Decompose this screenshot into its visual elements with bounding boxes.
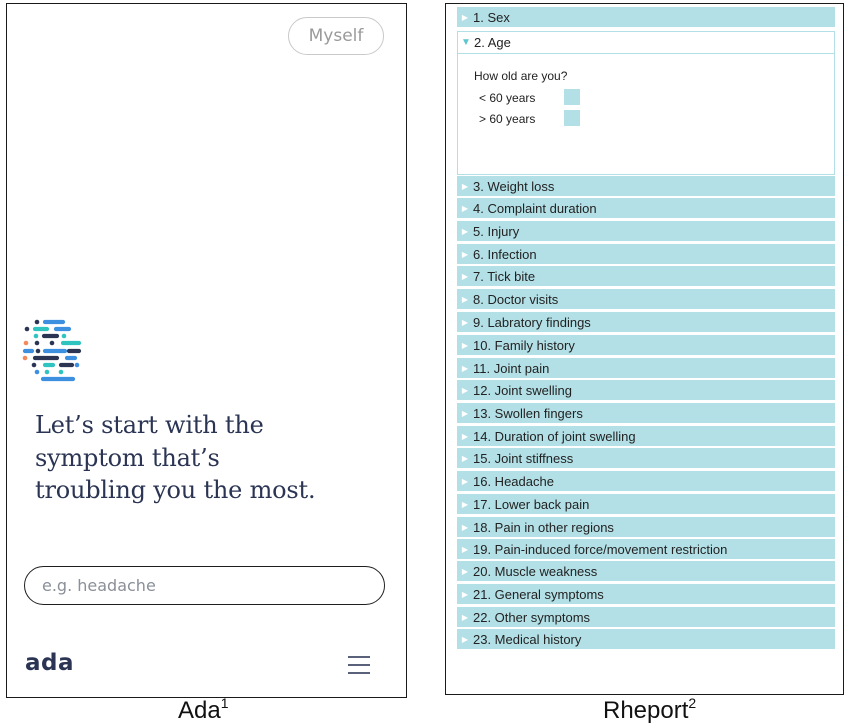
caption-ada-footnote: 1 [220, 695, 229, 711]
accordion-section-label: 10. Family history [473, 337, 575, 353]
accordion-section-injury[interactable] [457, 221, 835, 241]
accordion-section-muscle-weakness[interactable] [457, 561, 835, 581]
collapsed-arrow-icon: ▶ [461, 431, 469, 441]
ada-wordmark-logo: ada [25, 650, 75, 676]
collapsed-arrow-icon: ▶ [461, 363, 469, 373]
collapsed-arrow-icon: ▶ [461, 271, 469, 281]
caption-rheport-footnote: 2 [688, 695, 697, 711]
collapsed-arrow-icon: ▶ [461, 294, 469, 304]
collapsed-arrow-icon: ▶ [461, 385, 469, 395]
hamburger-menu-icon[interactable] [348, 655, 370, 675]
collapsed-arrow-icon: ▶ [461, 249, 469, 259]
accordion-section-label: 6. Infection [473, 246, 537, 262]
ada-dots-logo-icon [17, 317, 83, 387]
accordion-section-label: 17. Lower back pain [473, 496, 590, 512]
accordion-section-label: 4. Complaint duration [473, 200, 597, 216]
accordion-section-infection[interactable] [457, 244, 835, 264]
accordion-section-laboratory-findings[interactable] [457, 312, 835, 332]
accordion-section-joint-pain[interactable] [457, 358, 835, 378]
accordion-section-label: 1. Sex [473, 9, 510, 25]
accordion-section-label: 16. Headache [473, 473, 554, 489]
accordion-section-general-symptoms[interactable] [457, 584, 835, 604]
caption-rheport-text: Rheport [603, 697, 689, 724]
accordion-section-pain-in-other-regions[interactable] [457, 517, 835, 537]
collapsed-arrow-icon: ▶ [461, 612, 469, 622]
accordion-section-label: 21. General symptoms [473, 586, 604, 602]
collapsed-arrow-icon: ▶ [461, 544, 469, 554]
rheport-app-screen [445, 3, 844, 695]
accordion-section-weight-loss[interactable] [457, 176, 835, 196]
collapsed-arrow-icon: ▶ [461, 589, 469, 599]
accordion-section-label: 14. Duration of joint swelling [473, 428, 636, 444]
accordion-section-age[interactable] [458, 32, 834, 54]
expanded-arrow-icon: ▼ [461, 37, 471, 48]
accordion-section-label: 3. Weight loss [473, 178, 555, 194]
age-option-over-60-label: > 60 years [479, 112, 536, 126]
caption-ada-text: Ada [178, 697, 221, 724]
accordion-section-duration-of-joint-swelling[interactable] [457, 426, 835, 446]
accordion-section-swollen-fingers[interactable] [457, 403, 835, 423]
collapsed-arrow-icon: ▶ [461, 522, 469, 532]
accordion-section-label: 23. Medical history [473, 631, 582, 647]
accordion-section-lower-back-pain[interactable] [457, 494, 835, 514]
accordion-section-label: 7. Tick bite [473, 268, 536, 284]
accordion-section-label: 9. Labratory findings [473, 314, 591, 330]
accordion-section-label: 8. Doctor visits [473, 291, 559, 307]
age-option-under-60-label: < 60 years [479, 91, 536, 105]
accordion-section-medical-history[interactable] [457, 629, 835, 649]
caption-ada [178, 697, 229, 725]
age-option-under-60-checkbox[interactable] [564, 89, 580, 105]
collapsed-arrow-icon: ▶ [461, 408, 469, 418]
collapsed-arrow-icon: ▶ [461, 499, 469, 509]
accordion-section-doctor-visits[interactable] [457, 289, 835, 309]
accordion-section-pain-induced-restriction[interactable] [457, 539, 835, 559]
symptom-search-input[interactable] [24, 566, 385, 605]
ada-headline: Let’s start with the symptom that’s troubling you the most. [35, 411, 316, 504]
age-option-over-60-checkbox[interactable] [564, 110, 580, 126]
accordion-section-joint-stiffness[interactable] [457, 448, 835, 468]
myself-button[interactable]: Myself [288, 17, 384, 55]
caption-rheport [603, 697, 696, 725]
collapsed-arrow-icon: ▶ [461, 181, 469, 191]
collapsed-arrow-icon: ▶ [461, 12, 469, 22]
collapsed-arrow-icon: ▶ [461, 453, 469, 463]
accordion-section-complaint-duration[interactable] [457, 198, 835, 218]
accordion-section-label: 15. Joint stiffness [473, 450, 574, 466]
accordion-section-label: 19. Pain-induced force/movement restriction [473, 541, 728, 557]
accordion-section-tick-bite[interactable] [457, 266, 835, 286]
collapsed-arrow-icon: ▶ [461, 476, 469, 486]
collapsed-arrow-icon: ▶ [461, 226, 469, 236]
hamburger-line [348, 672, 370, 674]
collapsed-arrow-icon: ▶ [461, 203, 469, 213]
accordion-section-headache[interactable] [457, 471, 835, 491]
accordion-section-label: 22. Other symptoms [473, 609, 591, 625]
accordion-section-label: 20. Muscle weakness [473, 563, 598, 579]
accordion-section-label: 5. Injury [473, 223, 520, 239]
ada-app-screen [6, 3, 407, 698]
accordion-section-joint-swelling[interactable] [457, 380, 835, 400]
collapsed-arrow-icon: ▶ [461, 317, 469, 327]
hamburger-line [348, 664, 370, 666]
accordion-section-other-symptoms[interactable] [457, 607, 835, 627]
accordion-section-label: 12. Joint swelling [473, 382, 572, 398]
accordion-section-family-history[interactable] [457, 335, 835, 355]
accordion-section-label: 18. Pain in other regions [473, 519, 614, 535]
hamburger-line [348, 656, 370, 658]
collapsed-arrow-icon: ▶ [461, 340, 469, 350]
collapsed-arrow-icon: ▶ [461, 566, 469, 576]
accordion-section-sex[interactable] [457, 7, 835, 27]
age-question: How old are you? [474, 69, 568, 83]
collapsed-arrow-icon: ▶ [461, 634, 469, 644]
accordion-section-age-expanded [457, 31, 835, 175]
accordion-section-label: 11. Joint pain [473, 360, 550, 376]
accordion-section-label: 2. Age [474, 35, 511, 50]
accordion-section-label: 13. Swollen fingers [473, 405, 583, 421]
